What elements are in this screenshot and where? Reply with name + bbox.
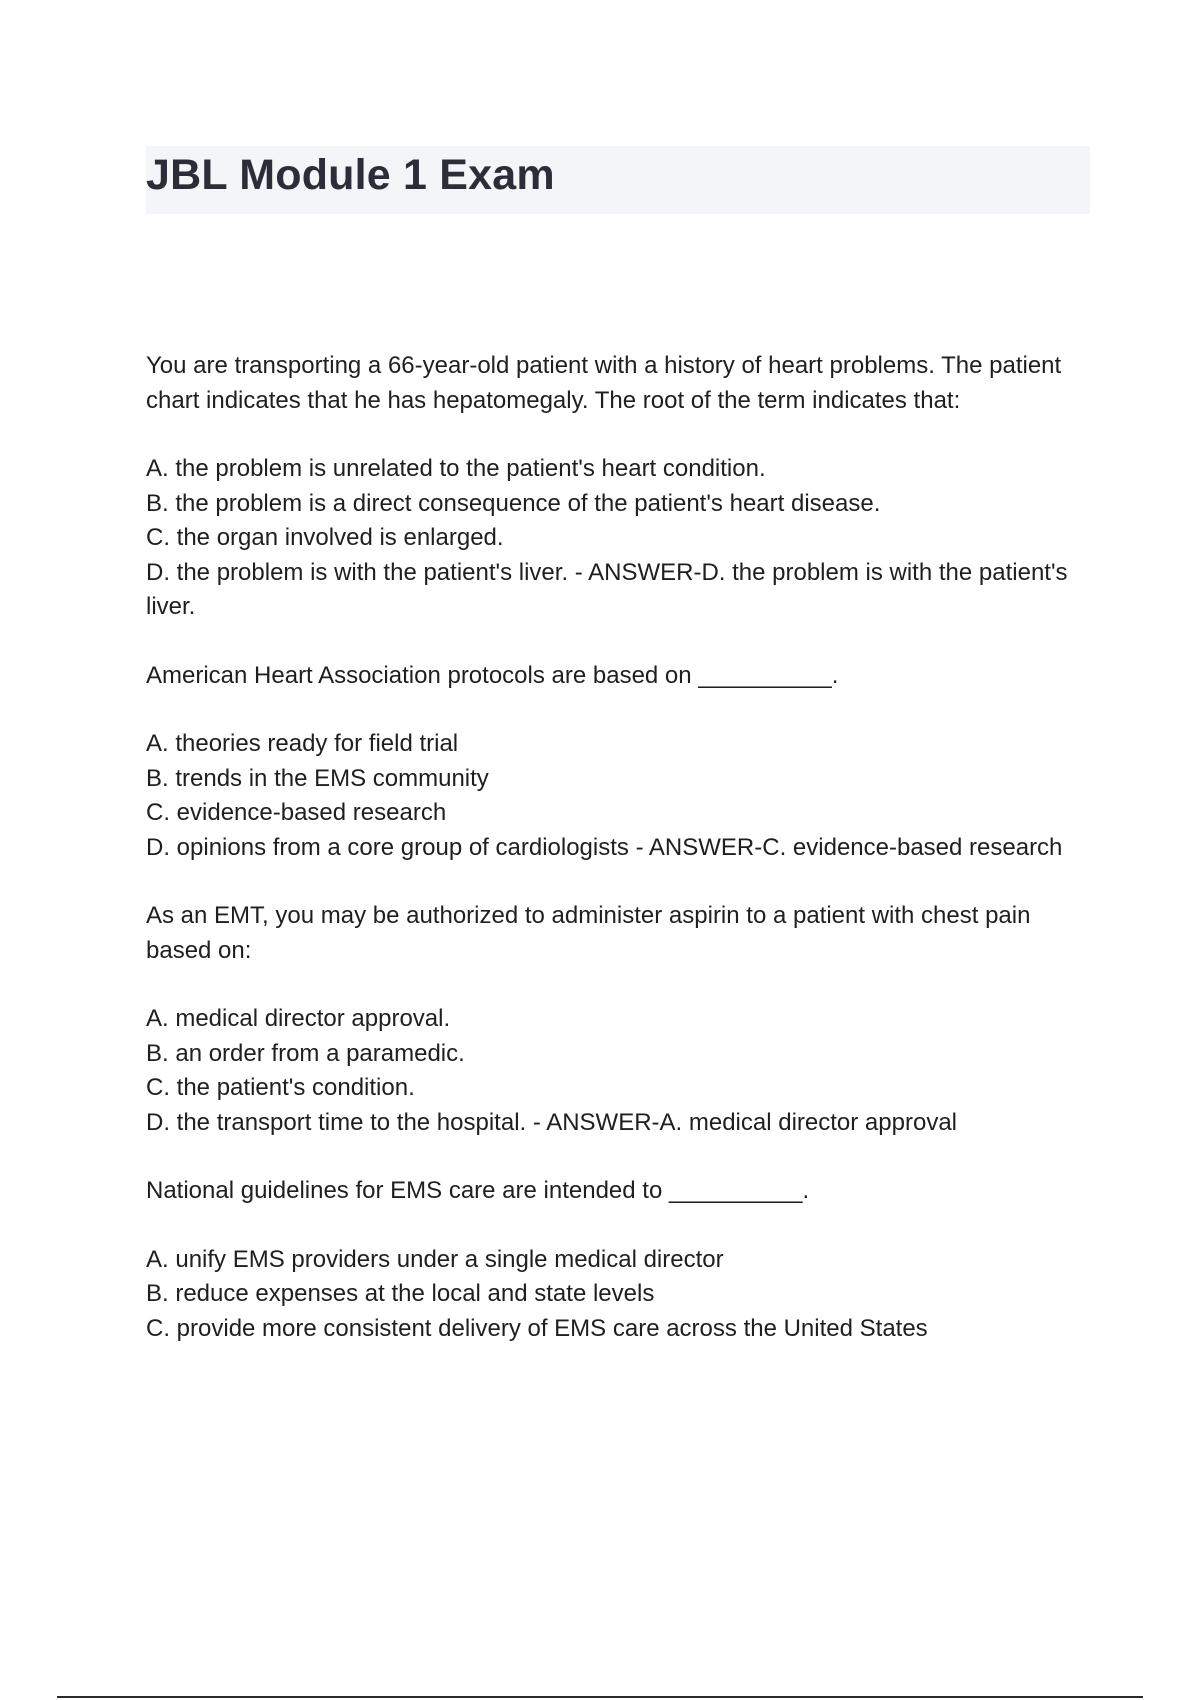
question-list <box>146 349 1090 1346</box>
option-d-with-answer: D. the problem is with the patient's liver. - ANSWER-D. the problem is with the patient's liver. <box>146 558 1068 620</box>
question-1 <box>146 349 1090 625</box>
footer-divider <box>57 1696 1143 1698</box>
option-c: C. provide more consistent delivery of EMS care across the United States <box>146 1314 928 1342</box>
option-a: A. the problem is unrelated to the patient's heart condition. <box>146 455 766 482</box>
option-b: B. an order from a paramedic. <box>146 1039 465 1067</box>
question-text: National guidelines for EMS care are intended to __________. <box>146 1177 810 1204</box>
option-c: C. evidence-based research <box>146 799 447 826</box>
option-d-with-answer: D. opinions from a core group of cardiologists - ANSWER-C. evidence-based research <box>146 833 1063 861</box>
question-text: As an EMT, you may be authorized to administer aspirin to a patient with chest pain based on: <box>146 902 1031 964</box>
answer-options <box>146 452 1090 625</box>
question-text: American Heart Association protocols are based on __________. <box>146 661 839 689</box>
question-2 <box>146 659 1090 866</box>
option-b: B. the problem is a direct consequence of the patient's heart disease. <box>146 489 881 517</box>
option-c: C. the patient's condition. <box>146 1074 415 1101</box>
option-c: C. the organ involved is enlarged. <box>146 524 504 551</box>
answer-options <box>146 1002 1090 1140</box>
option-b: B. trends in the EMS community <box>146 764 489 792</box>
question-text: You are transporting a 66-year-old patient with a history of heart problems. The patient chart indicates that he has hepatomegaly. The root of the term indicates that: <box>146 352 1062 414</box>
option-a: A. medical director approval. <box>146 1005 451 1032</box>
answer-options <box>146 727 1090 865</box>
document-title: JBL Module 1 Exam <box>146 151 555 199</box>
option-a: A. unify EMS providers under a single medical director <box>146 1245 724 1273</box>
option-b: B. reduce expenses at the local and state levels <box>146 1280 655 1307</box>
option-d-with-answer: D. the transport time to the hospital. - ANSWER-A. medical director approval <box>146 1108 957 1136</box>
answer-options <box>146 1243 1090 1347</box>
question-3 <box>146 899 1090 1140</box>
option-a: A. theories ready for field trial <box>146 730 459 757</box>
question-4 <box>146 1174 1090 1346</box>
title-banner <box>146 146 1090 214</box>
